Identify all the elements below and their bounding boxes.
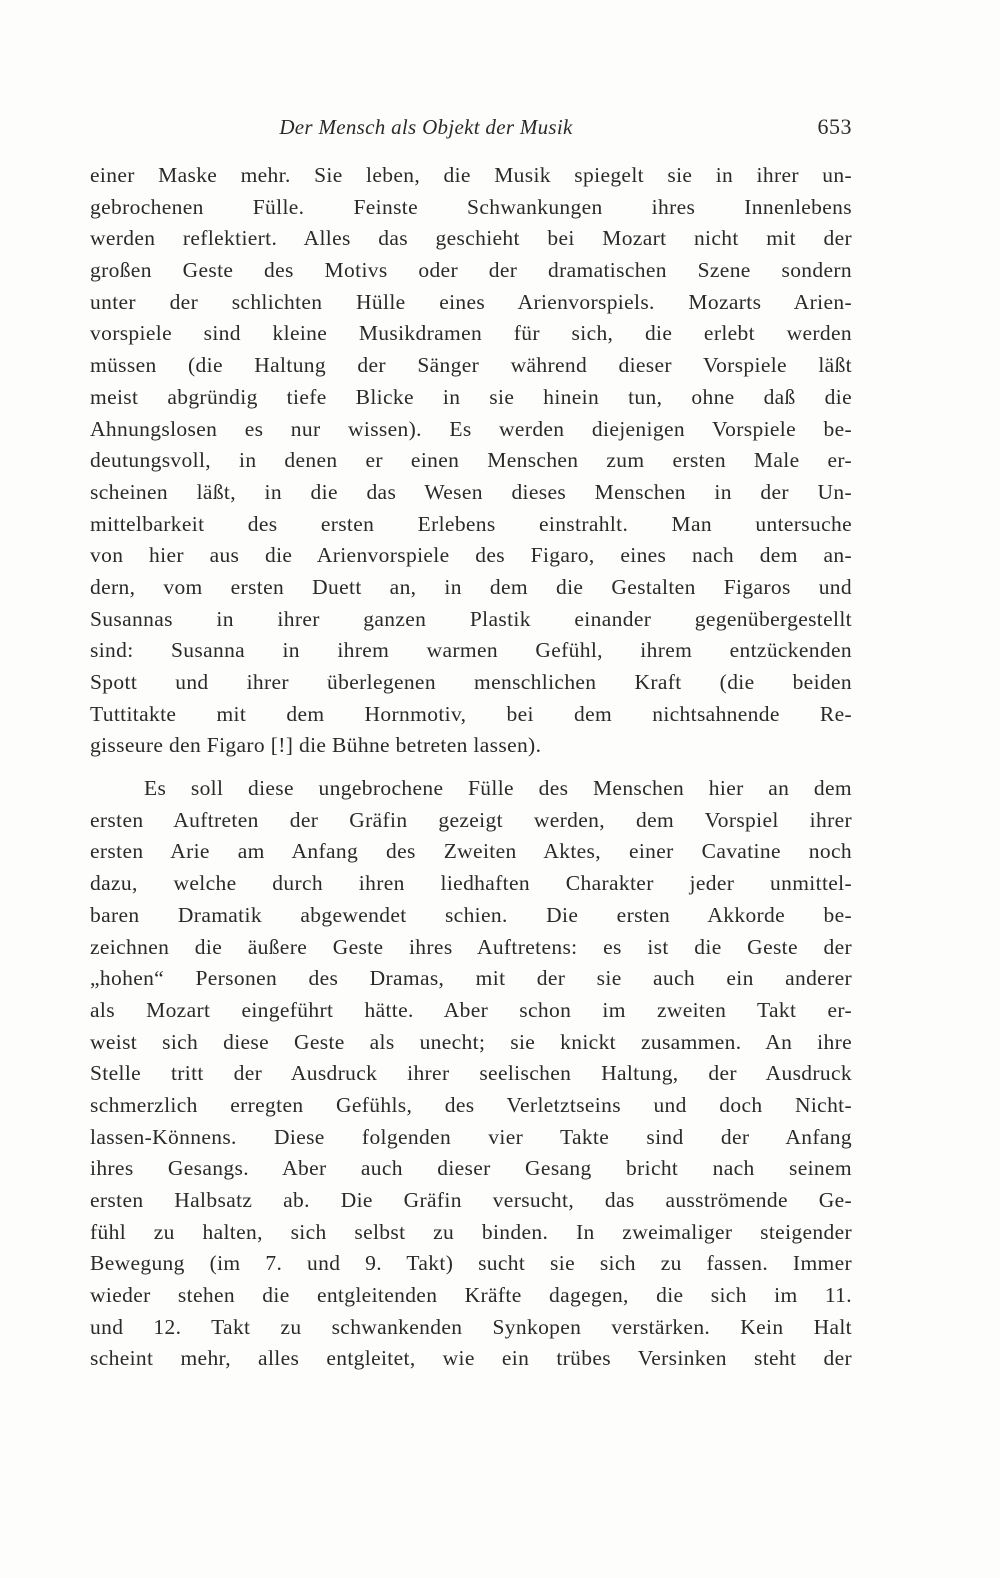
text-line: einer Maske mehr. Sie leben, die Musik spiegelt sie in ihrer un-	[90, 163, 852, 187]
text-line: gisseure den Figaro [!] die Bühne betreten lassen).	[90, 733, 542, 758]
text-line: und 12. Takt zu schwankenden Synkopen verstärken. Kein Halt	[90, 1314, 852, 1339]
text-line: ihres Gesangs. Aber auch dieser Gesang bricht nach seinem	[90, 1156, 852, 1181]
text-line: wieder stehen die entgleitenden Kräfte dagegen, die sich im 11.	[90, 1283, 852, 1308]
text-line: sind: Susanna in ihrem warmen Gefühl, ihrem entzückenden	[90, 638, 852, 663]
text-line: Bewegung (im 7. und 9. Takt) sucht sie sich zu fassen. Immer	[90, 1251, 852, 1276]
paragraph-1	[90, 160, 852, 762]
text-line: von hier aus die Arienvorspiele des Figaro, eines nach dem an-	[90, 543, 852, 568]
body-text	[90, 160, 852, 1375]
text-line: müssen (die Haltung der Sänger während dieser Vorspiele läßt	[90, 353, 852, 378]
text-line: „hohen“ Personen des Dramas, mit der sie auch ein anderer	[90, 966, 852, 991]
text-line: fühl zu halten, sich selbst zu binden. In zweimaliger steigender	[90, 1219, 852, 1244]
text-line: vorspiele sind kleine Musikdramen für sich, die erlebt werden	[90, 321, 852, 346]
text-line: großen Geste des Motivs oder der dramatischen Szene sondern	[90, 258, 852, 283]
text-line: Tuttitakte mit dem Hornmotiv, bei dem nichtsahnende Re-	[90, 701, 852, 726]
text-line: Stelle tritt der Ausdruck ihrer seelischen Haltung, der Ausdruck	[90, 1061, 852, 1086]
text-line: lassen-Könnens. Diese folgenden vier Takte sind der Anfang	[90, 1124, 852, 1149]
text-line: zeichnen die äußere Geste ihres Auftretens: es ist die Geste der	[90, 934, 852, 959]
running-head	[90, 112, 852, 142]
text-line: baren Dramatik abgewendet schien. Die ersten Akkorde be-	[90, 902, 852, 927]
text-line: ersten Auftreten der Gräfin gezeigt werden, dem Vorspiel ihrer	[90, 807, 852, 832]
text-line: scheint mehr, alles entgleitet, wie ein trübes Versinken steht der	[90, 1346, 852, 1371]
text-line: werden reflektiert. Alles das geschieht bei Mozart nicht mit der	[90, 226, 852, 251]
text-line: gebrochenen Fülle. Feinste Schwankungen ihres Innenlebens	[90, 194, 852, 219]
paragraph-2	[90, 773, 852, 1375]
page-number: 653	[817, 114, 852, 139]
text-line: dazu, welche durch ihren liedhaften Charakter jeder unmittel-	[90, 871, 852, 896]
text-line: schmerzlich erregten Gefühls, des Verletztseins und doch Nicht-	[90, 1092, 852, 1117]
text-line: Spott und ihrer überlegenen menschlichen Kraft (die beiden	[90, 670, 852, 694]
text-line: unter der schlichten Hülle eines Arienvorspiels. Mozarts Arien-	[90, 289, 852, 314]
text-line: als Mozart eingeführt hätte. Aber schon im zweiten Takt er-	[90, 997, 852, 1022]
text-line: Ahnungslosen es nur wissen). Es werden diejenigen Vorspiele be-	[90, 416, 852, 441]
text-line: ersten Halbsatz ab. Die Gräfin versucht, das ausströmende Ge-	[90, 1188, 852, 1212]
text-line: dern, vom ersten Duett an, in dem die Gestalten Figaros und	[90, 574, 852, 599]
text-line: Es soll diese ungebrochene Fülle des Menschen hier an dem	[144, 776, 852, 801]
text-line: meist abgründig tiefe Blicke in sie hinein tun, ohne daß die	[90, 384, 852, 409]
text-line: ersten Arie am Anfang des Zweiten Aktes, einer Cavatine noch	[90, 839, 852, 864]
text-line: Susannas in ihrer ganzen Plastik einander gegenübergestellt	[90, 606, 852, 631]
text-line: weist sich diese Geste als unecht; sie knickt zusammen. An ihre	[90, 1029, 852, 1054]
text-line: scheinen läßt, in die das Wesen dieses Menschen in der Un-	[90, 479, 852, 504]
text-line: deutungsvoll, in denen er einen Menschen zum ersten Male er-	[90, 448, 852, 473]
text-line: mittelbarkeit des ersten Erlebens einstrahlt. Man untersuche	[90, 511, 852, 536]
running-title: Der Mensch als Objekt der Musik	[279, 115, 573, 139]
